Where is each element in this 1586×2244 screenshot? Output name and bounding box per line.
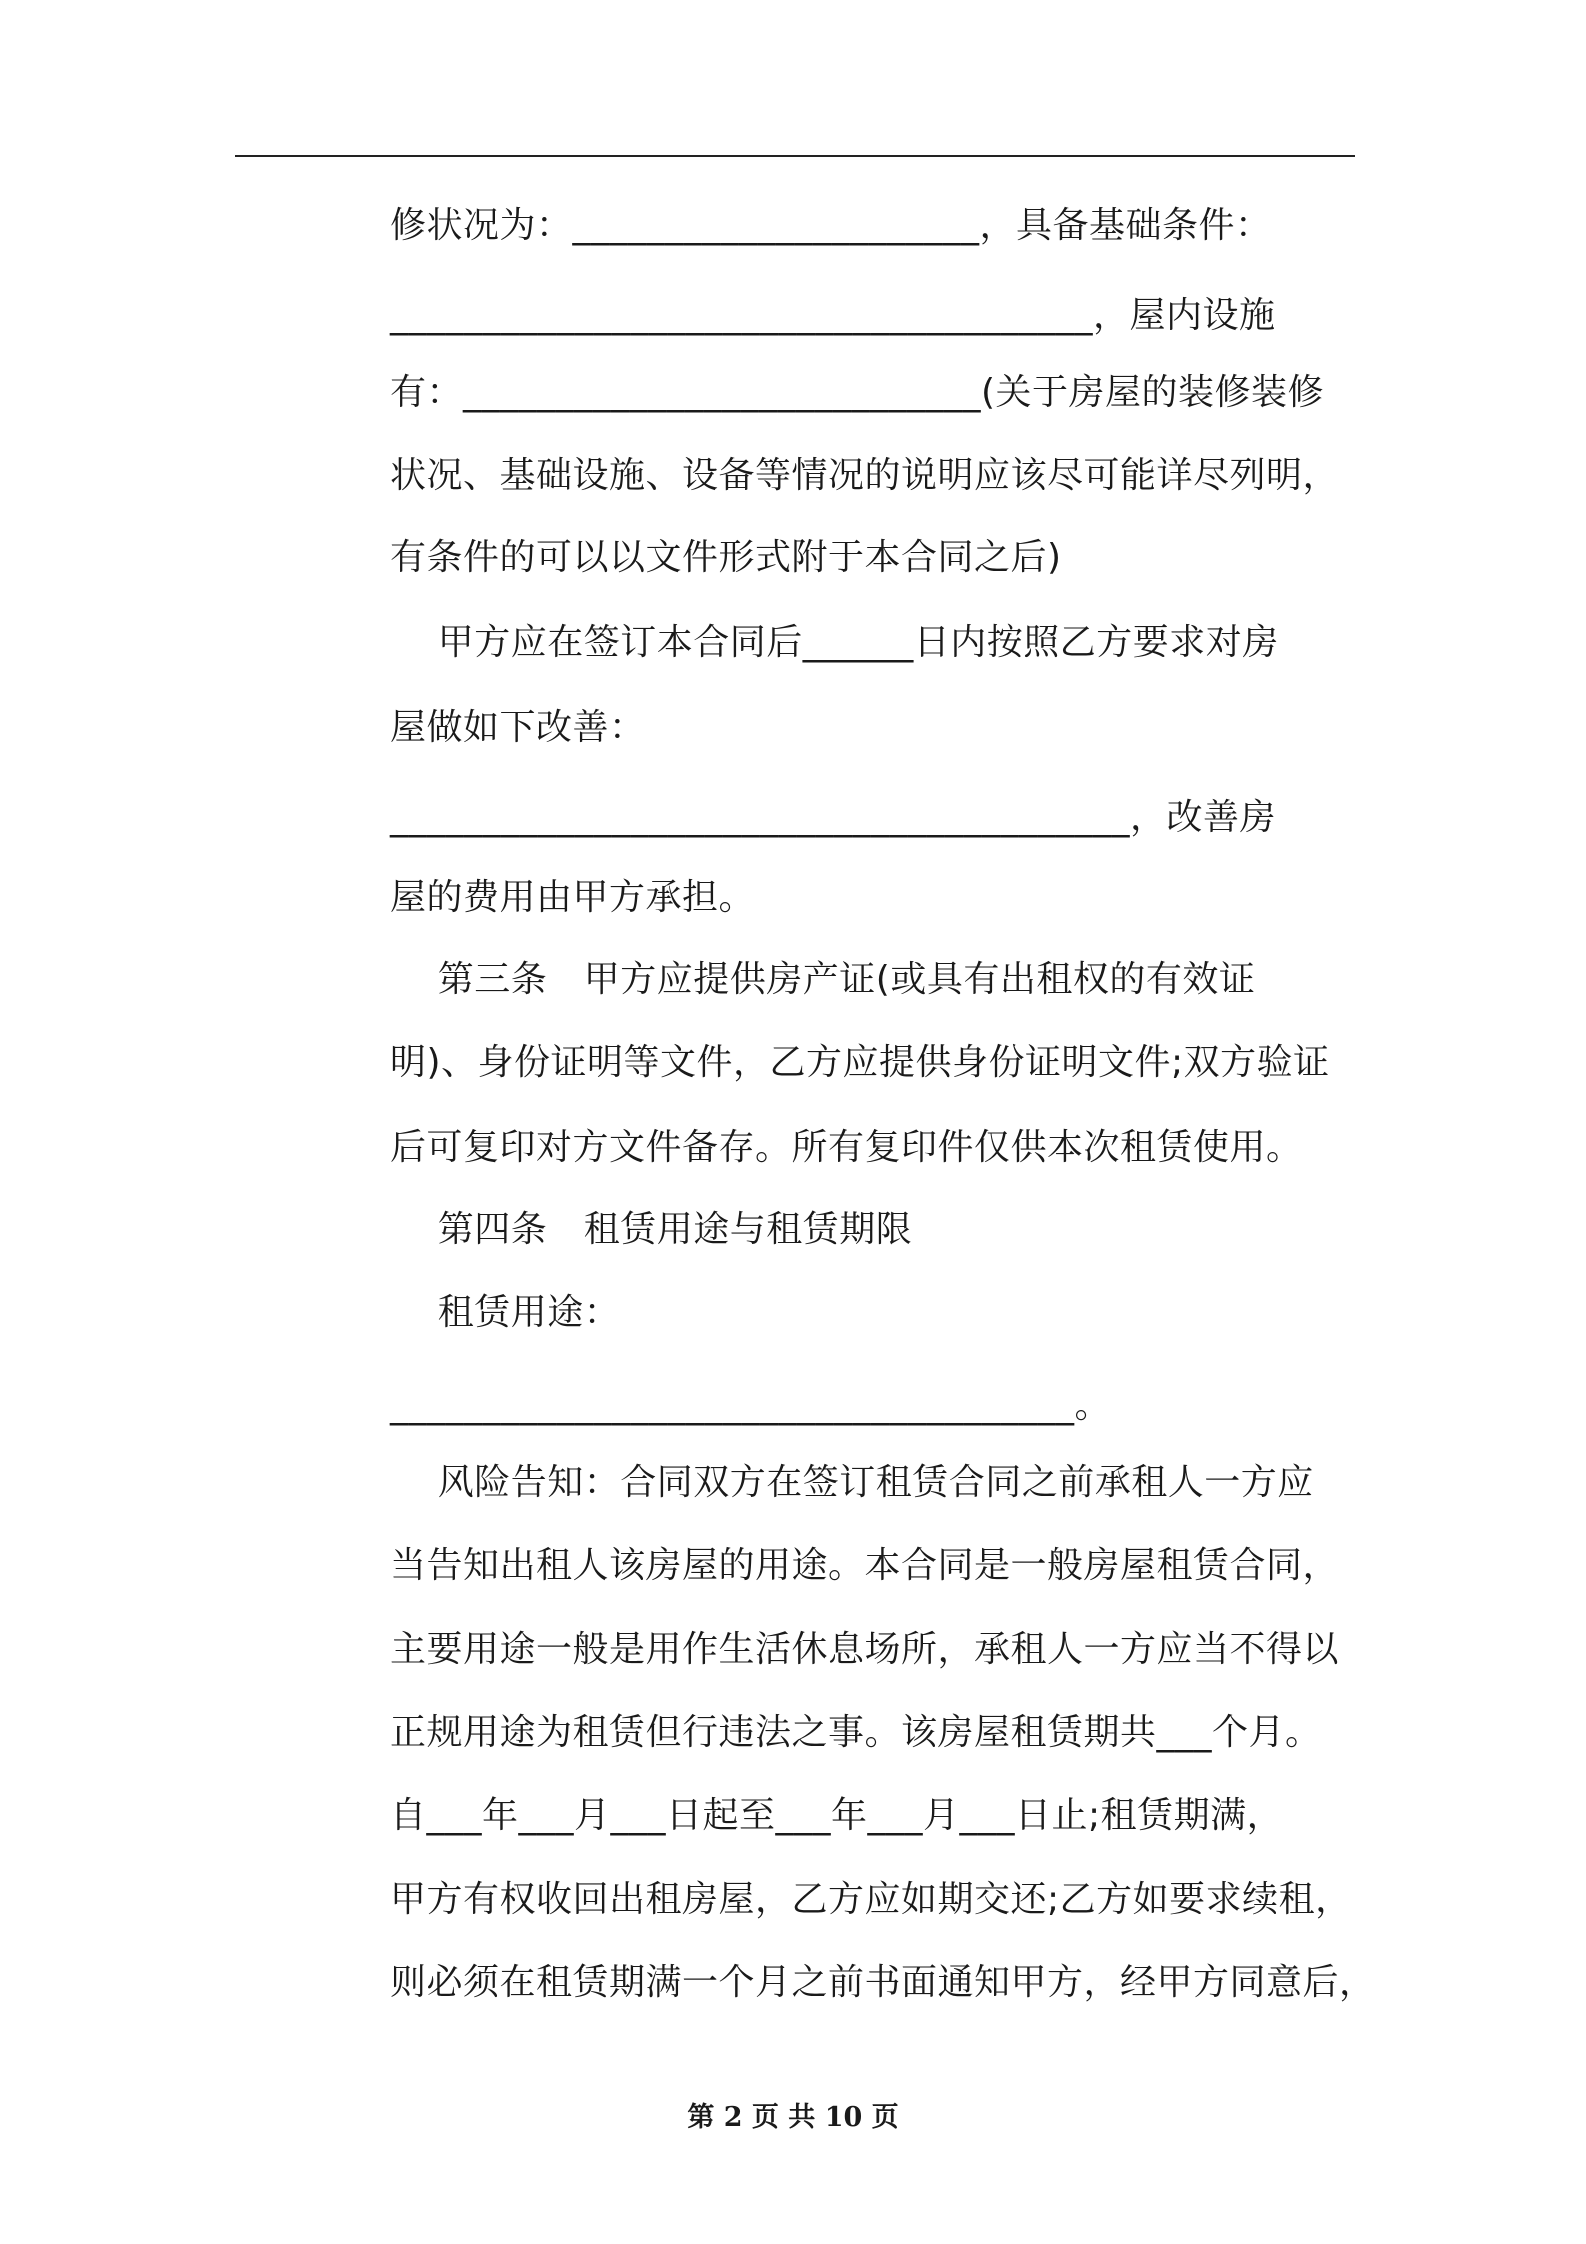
text-line: 后可复印对方文件备存。所有复印件仅供本次租赁使用。 bbox=[390, 1127, 1303, 1168]
text-line: 则必须在租赁期满一个月之前书面通知甲方，经甲方同意后， bbox=[390, 1962, 1376, 2003]
text-line: 修状况为：______________________，具备基础条件： bbox=[390, 205, 1272, 246]
text-line: 明)、身份证明等文件，乙方应提供身份证明文件;双方验证 bbox=[390, 1042, 1330, 1083]
text-line: _____________________________________。 bbox=[390, 1385, 1111, 1426]
header-rule bbox=[235, 155, 1355, 157]
text-line: 有条件的可以以文件形式附于本合同之后) bbox=[390, 537, 1062, 578]
text-line: 屋做如下改善： bbox=[390, 707, 646, 748]
text-line: 状况、基础设施、设备等情况的说明应该尽可能详尽列明， bbox=[390, 455, 1340, 496]
text-line: 风险告知：合同双方在签订租赁合同之前承租人一方应 bbox=[390, 1462, 1314, 1503]
text-line: 第三条 甲方应提供房产证(或具有出租权的有效证 bbox=[390, 959, 1256, 1000]
page-indicator: 第 2 页 共 10 页 bbox=[687, 2102, 899, 2133]
text-line: 正规用途为租赁但行违法之事。该房屋租赁期共___个月。 bbox=[390, 1712, 1322, 1753]
text-line: 第四条 租赁用途与租赁期限 bbox=[390, 1209, 913, 1250]
text-line: 甲方应在签订本合同后______日内按照乙方要求对房 bbox=[390, 622, 1279, 663]
text-line: 租赁用途： bbox=[390, 1292, 621, 1333]
text-line: 屋的费用由甲方承担。 bbox=[390, 877, 756, 918]
text-line: 甲方有权收回出租房屋，乙方应如期交还;乙方如要求续租， bbox=[390, 1879, 1352, 1920]
text-line: 有：____________________________(关于房屋的装修装修 bbox=[390, 372, 1325, 413]
text-line: 自___年___月___日起至___年___月___日止;租赁期满， bbox=[390, 1795, 1284, 1836]
text-line: ______________________________________，屋内设施 bbox=[390, 295, 1276, 336]
text-line: 主要用途一般是用作生活休息场所，承租人一方应当不得以 bbox=[390, 1629, 1340, 1670]
text-line: 当告知出租人该房屋的用途。本合同是一般房屋租赁合同， bbox=[390, 1545, 1340, 1586]
text-line: ________________________________________，改善房 bbox=[390, 797, 1277, 838]
